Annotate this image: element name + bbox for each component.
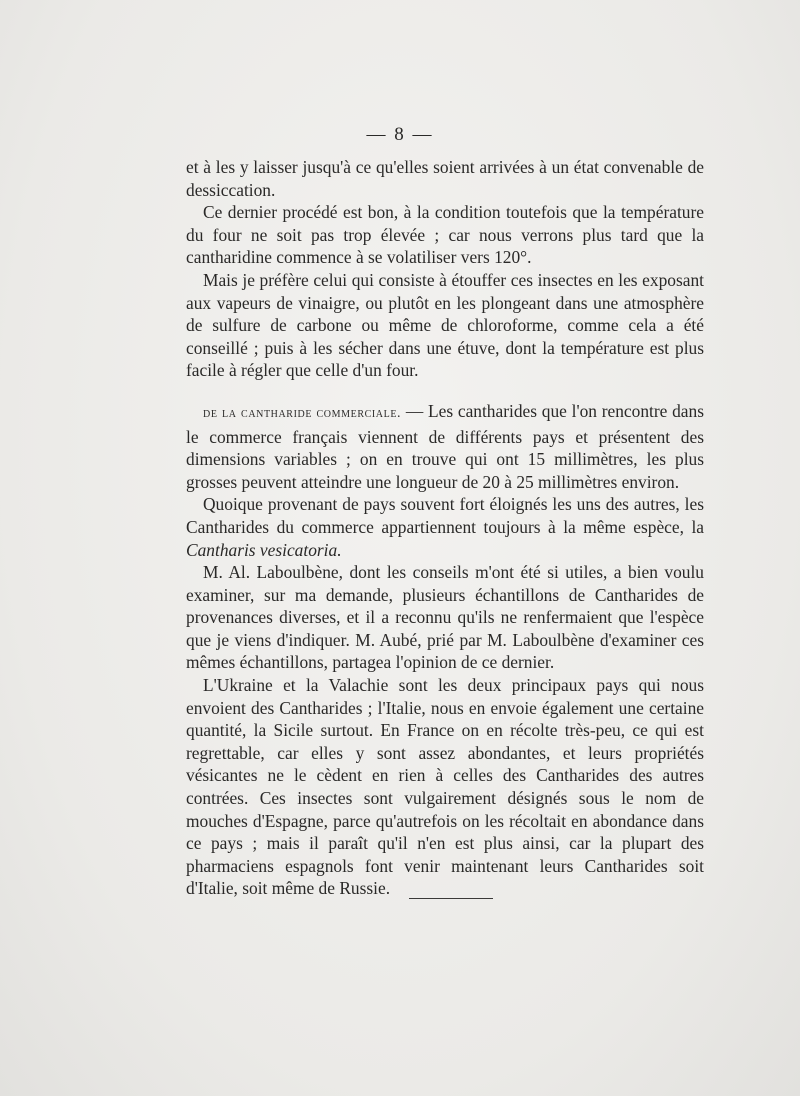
paragraph-7: L'Ukraine et la Valachie sont les deux principaux pays qui nous envoient des Cantharides ; l'Italie, nous en envoie également une certaine quantité, la Sicile surtout. En France on en récolte très-peu, ce qui est regrettable, car elles y sont assez abondantes, et leurs propriétés vésicantes ne le cèdent en rien à celles des Cantharides des autres contrées. Ces insectes sont vulgairement désignés sous le nom de mouches d'Espagne, parce qu'autrefois on les récoltait en abondance dans ce pays ; mais il paraît qu'il n'en est plus ainsi, car la plupart des pharmaciens espagnols font venir maintenant leurs Cantharides soit d'Italie, soit même de Russie. <box>186 675 704 899</box>
end-rule <box>409 898 493 899</box>
body-text <box>186 156 704 900</box>
paragraph-5 <box>186 493 704 561</box>
paragraph-1: et à les y laisser jusqu'à ce qu'elles soient arrivées à un état convenable de dessiccation. <box>186 157 704 200</box>
paragraph-4 <box>186 400 704 493</box>
section-heading: de la cantharide commerciale. <box>203 405 402 421</box>
species-name: Cantharis vesicatoria. <box>186 539 342 560</box>
paragraph-5-text: Quoique provenant de pays souvent fort éloignés les uns des autres, les Cantharides du commerce appartiennent toujours à la même espèce, la <box>186 494 704 537</box>
page-number: — 8 — <box>366 124 434 145</box>
paragraph-2: Ce dernier procédé est bon, à la condition toutefois que la température du four ne soit pas trop élevée ; car nous verrons plus tard que la cantharidine commence à se volatiliser vers 120°. <box>186 202 704 268</box>
paragraph-6: M. Al. Laboulbène, dont les conseils m'ont été si utiles, a bien voulu examiner, sur ma demande, plusieurs échantillons de Cantharides de provenances diverses, et il a reconnu qu'ils ne renfermaient que l'espèce que je viens d'indiquer. M. Aubé, prié par M. Laboulbène d'examiner ces mêmes échantillons, partagea l'opinion de ce dernier. <box>186 562 704 673</box>
paragraph-3: Mais je préfère celui qui consiste à étouffer ces insectes en les exposant aux vapeurs de vinaigre, ou plutôt en les plongeant dans une atmosphère de sulfure de carbone ou même de chloroforme, comme cela a été conseillé ; puis à les sécher dans une étuve, dont la température est plus facile à régler que celle d'un four. <box>186 269 704 381</box>
paragraph-4-text: — Les cantharides que l'on rencontre dans le commerce français viennent de différents pays et présentent des dimensions variables ; on en trouve qui ont 15 millimètres, les plus grosses peuvent atteindre une longueur de 20 à 25 millimètres environ. <box>186 400 704 492</box>
